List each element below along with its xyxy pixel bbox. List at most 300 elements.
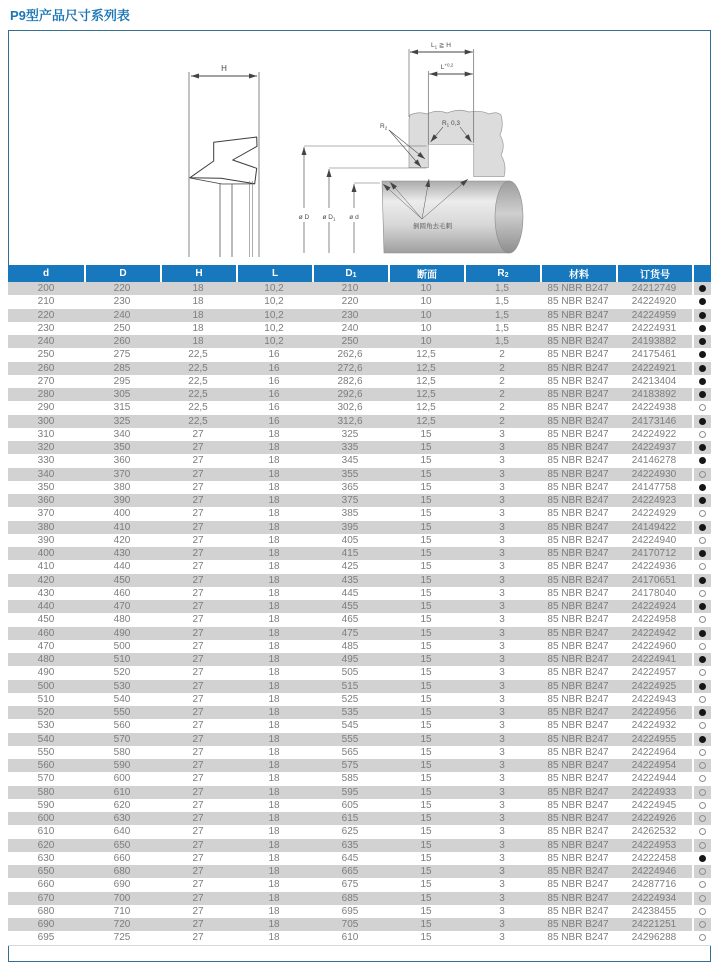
cell: 27 bbox=[192, 746, 204, 758]
cell: 2 bbox=[499, 389, 505, 401]
shaft-cylinder bbox=[382, 181, 509, 253]
groove-radius-r1-label: $R_1$ 0,3 bbox=[441, 120, 461, 128]
cell: 3 bbox=[499, 852, 505, 864]
cell: 24224932 bbox=[631, 720, 677, 732]
table-row bbox=[8, 375, 711, 388]
table-row bbox=[8, 640, 711, 653]
cell: 3 bbox=[499, 640, 505, 652]
cell: 530 bbox=[37, 720, 55, 732]
cell: 27 bbox=[192, 534, 204, 546]
cell-availability bbox=[692, 375, 711, 388]
table-row bbox=[8, 627, 711, 640]
cell: 610 bbox=[37, 826, 55, 838]
cell-availability bbox=[692, 680, 711, 693]
table-row bbox=[8, 494, 711, 507]
cell: 15 bbox=[420, 707, 432, 719]
cell-availability bbox=[692, 693, 711, 706]
cell-availability bbox=[692, 759, 711, 772]
availability-dot-empty bbox=[699, 828, 706, 835]
cell: 18 bbox=[268, 866, 280, 878]
cell: 505 bbox=[341, 667, 359, 679]
cell: 27 bbox=[192, 614, 204, 626]
table-row bbox=[8, 666, 711, 679]
cell-availability bbox=[692, 468, 711, 481]
cell: 690 bbox=[37, 919, 55, 931]
availability-dot-empty bbox=[699, 775, 706, 782]
cell: 24224938 bbox=[631, 402, 677, 414]
availability-dot-empty bbox=[699, 921, 706, 928]
cell: 550 bbox=[113, 707, 131, 719]
cell: 27 bbox=[192, 733, 204, 745]
cell: 3 bbox=[499, 707, 505, 719]
cell: 370 bbox=[37, 508, 55, 520]
availability-dot-filled bbox=[699, 550, 706, 557]
cell: 18 bbox=[268, 561, 280, 573]
cell: 385 bbox=[341, 508, 359, 520]
cell: 27 bbox=[192, 839, 204, 851]
cell: 540 bbox=[37, 733, 55, 745]
cell: 15 bbox=[420, 932, 432, 944]
cell: 18 bbox=[268, 495, 280, 507]
cell: 2 bbox=[499, 362, 505, 374]
cell: 27 bbox=[192, 760, 204, 772]
cell: 340 bbox=[113, 428, 131, 440]
availability-dot-empty bbox=[699, 881, 706, 888]
cell: 24262532 bbox=[631, 826, 677, 838]
cell-availability bbox=[692, 415, 711, 428]
cell: 24224940 bbox=[631, 534, 677, 546]
cell-availability bbox=[692, 666, 711, 679]
availability-dot-filled bbox=[699, 338, 706, 345]
cell-availability bbox=[692, 587, 711, 600]
cell-availability bbox=[692, 282, 711, 295]
cell: 85 NBR B247 bbox=[547, 375, 609, 387]
cell: 27 bbox=[192, 442, 204, 454]
cell: 220 bbox=[341, 296, 359, 308]
technical-drawing bbox=[9, 31, 710, 264]
cell: 415 bbox=[341, 548, 359, 560]
cell: 475 bbox=[341, 627, 359, 639]
cell: 18 bbox=[268, 601, 280, 613]
cell: 18 bbox=[268, 733, 280, 745]
cell-availability bbox=[692, 706, 711, 719]
cell: 85 NBR B247 bbox=[547, 760, 609, 772]
cell: 3 bbox=[499, 919, 505, 931]
cell: 585 bbox=[341, 773, 359, 785]
cell: 22,5 bbox=[188, 375, 208, 387]
cell: 24224964 bbox=[631, 746, 677, 758]
cell: 705 bbox=[341, 919, 359, 931]
cell: 240 bbox=[341, 322, 359, 334]
column-header-d: d bbox=[8, 265, 84, 282]
cell: 660 bbox=[37, 879, 55, 891]
dim-label-L: $L^{+0,2}$ bbox=[440, 62, 454, 71]
cell: 15 bbox=[420, 866, 432, 878]
deburr-note: 倒圆角去毛刺 bbox=[413, 223, 452, 230]
table-row bbox=[8, 388, 711, 401]
cell: 18 bbox=[268, 813, 280, 825]
cell: 480 bbox=[113, 614, 131, 626]
cell: 27 bbox=[192, 667, 204, 679]
table-row bbox=[8, 852, 711, 865]
cell: 15 bbox=[420, 561, 432, 573]
cell: 24224923 bbox=[631, 495, 677, 507]
cell: 22,5 bbox=[188, 415, 208, 427]
column-header-D: D bbox=[84, 265, 160, 282]
cell: 85 NBR B247 bbox=[547, 640, 609, 652]
cell: 560 bbox=[37, 760, 55, 772]
availability-dot-empty bbox=[699, 563, 706, 570]
cell: 15 bbox=[420, 799, 432, 811]
cell-availability bbox=[692, 507, 711, 520]
availability-dot-empty bbox=[699, 934, 706, 941]
availability-dot-filled bbox=[699, 312, 706, 319]
cell: 27 bbox=[192, 919, 204, 931]
cell: 275 bbox=[113, 349, 131, 361]
cell: 24224957 bbox=[631, 667, 677, 679]
cell-availability bbox=[692, 812, 711, 825]
availability-dot-empty bbox=[699, 749, 706, 756]
cell: 15 bbox=[420, 693, 432, 705]
cell: 3 bbox=[499, 574, 505, 586]
cell: 3 bbox=[499, 720, 505, 732]
cell: 27 bbox=[192, 813, 204, 825]
cell: 3 bbox=[499, 667, 505, 679]
cell: 27 bbox=[192, 468, 204, 480]
cell: 18 bbox=[268, 455, 280, 467]
cell: 240 bbox=[37, 336, 55, 348]
cell: 18 bbox=[192, 322, 204, 334]
cell: 24178040 bbox=[631, 587, 677, 599]
cell: 15 bbox=[420, 640, 432, 652]
table-row bbox=[8, 812, 711, 825]
cell: 12,5 bbox=[416, 362, 436, 374]
cell: 10,2 bbox=[264, 283, 284, 295]
cell: 470 bbox=[37, 640, 55, 652]
cell: 24224937 bbox=[631, 442, 677, 454]
cell: 15 bbox=[420, 773, 432, 785]
cell: 85 NBR B247 bbox=[547, 521, 609, 533]
cell: 315 bbox=[113, 402, 131, 414]
cell: 15 bbox=[420, 905, 432, 917]
cell-availability bbox=[692, 825, 711, 838]
availability-dot-filled bbox=[699, 630, 706, 637]
cell: 18 bbox=[268, 826, 280, 838]
cell: 3 bbox=[499, 614, 505, 626]
cell: 18 bbox=[268, 879, 280, 891]
cell: 15 bbox=[420, 508, 432, 520]
cell: 450 bbox=[37, 614, 55, 626]
cell: 15 bbox=[420, 720, 432, 732]
availability-dot-empty bbox=[699, 789, 706, 796]
cell: 85 NBR B247 bbox=[547, 654, 609, 666]
cell: 85 NBR B247 bbox=[547, 561, 609, 573]
installation-figure bbox=[299, 42, 523, 253]
cell: 27 bbox=[192, 481, 204, 493]
cell: 16 bbox=[268, 349, 280, 361]
table-row bbox=[8, 693, 711, 706]
cell: 12,5 bbox=[416, 375, 436, 387]
cell: 435 bbox=[341, 574, 359, 586]
cell: 380 bbox=[113, 481, 131, 493]
availability-dot-empty bbox=[699, 842, 706, 849]
cell: 24193882 bbox=[631, 336, 677, 348]
table-row bbox=[8, 600, 711, 613]
cell: 18 bbox=[268, 468, 280, 480]
cell-availability bbox=[692, 494, 711, 507]
cell: 15 bbox=[420, 733, 432, 745]
availability-dot-filled bbox=[699, 736, 706, 743]
cell: 400 bbox=[113, 508, 131, 520]
cell: 285 bbox=[113, 362, 131, 374]
cell: 85 NBR B247 bbox=[547, 468, 609, 480]
cell: 440 bbox=[113, 561, 131, 573]
cell: 15 bbox=[420, 481, 432, 493]
cell: 24296288 bbox=[631, 932, 677, 944]
table-row bbox=[8, 560, 711, 573]
cell: 24183892 bbox=[631, 389, 677, 401]
cell: 85 NBR B247 bbox=[547, 548, 609, 560]
column-header-H: H bbox=[160, 265, 236, 282]
cell: 16 bbox=[268, 389, 280, 401]
cell: 18 bbox=[192, 336, 204, 348]
cell: 24224945 bbox=[631, 799, 677, 811]
dimension-table bbox=[8, 265, 711, 946]
cell: 18 bbox=[268, 720, 280, 732]
availability-dot-filled bbox=[699, 325, 706, 332]
cell-availability bbox=[692, 534, 711, 547]
cell: 85 NBR B247 bbox=[547, 336, 609, 348]
table-row bbox=[8, 322, 711, 335]
cell: 490 bbox=[113, 627, 131, 639]
cell: 27 bbox=[192, 932, 204, 944]
cell: 24175461 bbox=[631, 349, 677, 361]
cell: 3 bbox=[499, 760, 505, 772]
cell: 15 bbox=[420, 892, 432, 904]
cell: 430 bbox=[37, 587, 55, 599]
cell: 3 bbox=[499, 534, 505, 546]
cell: 15 bbox=[420, 428, 432, 440]
availability-dot-empty bbox=[699, 510, 706, 517]
cell: 545 bbox=[341, 720, 359, 732]
cell: 555 bbox=[341, 733, 359, 745]
table-row bbox=[8, 468, 711, 481]
cell: 24221251 bbox=[631, 919, 677, 931]
table-row bbox=[8, 719, 711, 732]
availability-dot-filled bbox=[699, 603, 706, 610]
cell: 10 bbox=[420, 336, 432, 348]
cell-availability bbox=[692, 428, 711, 441]
table-row bbox=[8, 839, 711, 852]
cell: 200 bbox=[37, 283, 55, 295]
cell: 15 bbox=[420, 813, 432, 825]
cell: 24224959 bbox=[631, 309, 677, 321]
cell: 85 NBR B247 bbox=[547, 813, 609, 825]
cell: 27 bbox=[192, 892, 204, 904]
cell: 22,5 bbox=[188, 362, 208, 374]
cell: 500 bbox=[113, 640, 131, 652]
cell: 2 bbox=[499, 415, 505, 427]
cell: 3 bbox=[499, 468, 505, 480]
table-row bbox=[8, 878, 711, 891]
cell: 260 bbox=[37, 362, 55, 374]
cell: 302,6 bbox=[337, 402, 363, 414]
cell: 18 bbox=[268, 481, 280, 493]
cell: 85 NBR B247 bbox=[547, 587, 609, 599]
table-row bbox=[8, 892, 711, 905]
cell: 85 NBR B247 bbox=[547, 786, 609, 798]
cell: 18 bbox=[268, 760, 280, 772]
cell: 24173146 bbox=[631, 415, 677, 427]
seal-profile-figure bbox=[189, 64, 259, 257]
cell: 18 bbox=[268, 534, 280, 546]
cell: 515 bbox=[341, 680, 359, 692]
cell: 1,5 bbox=[495, 322, 509, 334]
cell: 85 NBR B247 bbox=[547, 680, 609, 692]
cell: 18 bbox=[268, 442, 280, 454]
cell: 3 bbox=[499, 455, 505, 467]
cell: 460 bbox=[37, 627, 55, 639]
cell: 295 bbox=[113, 375, 131, 387]
cell: 360 bbox=[113, 455, 131, 467]
cell: 640 bbox=[113, 826, 131, 838]
availability-dot-filled bbox=[699, 855, 706, 862]
cell: 15 bbox=[420, 574, 432, 586]
cell: 595 bbox=[341, 786, 359, 798]
cell: 3 bbox=[499, 746, 505, 758]
cell: 24224943 bbox=[631, 693, 677, 705]
cell-availability bbox=[692, 362, 711, 375]
cell: 3 bbox=[499, 627, 505, 639]
cell: 565 bbox=[341, 746, 359, 758]
cell: 3 bbox=[499, 786, 505, 798]
cell: 27 bbox=[192, 495, 204, 507]
availability-dot-empty bbox=[699, 868, 706, 875]
cell: 15 bbox=[420, 601, 432, 613]
dim-label-H: H bbox=[221, 64, 227, 73]
cell: 3 bbox=[499, 839, 505, 851]
cell: 580 bbox=[113, 746, 131, 758]
corner-radius-r2-label: $R_2$ bbox=[380, 123, 388, 131]
cell: 18 bbox=[268, 428, 280, 440]
cell: 85 NBR B247 bbox=[547, 919, 609, 931]
cell: 630 bbox=[113, 813, 131, 825]
cell: 590 bbox=[113, 760, 131, 772]
cell: 85 NBR B247 bbox=[547, 508, 609, 520]
cell: 345 bbox=[341, 455, 359, 467]
cell: 18 bbox=[268, 773, 280, 785]
cell: 260 bbox=[113, 336, 131, 348]
cell: 24213404 bbox=[631, 375, 677, 387]
cell: 15 bbox=[420, 548, 432, 560]
column-header-L: L bbox=[236, 265, 312, 282]
cell: 520 bbox=[113, 667, 131, 679]
cell: 85 NBR B247 bbox=[547, 362, 609, 374]
cell: 15 bbox=[420, 760, 432, 772]
availability-dot-filled bbox=[699, 457, 706, 464]
cell: 24224926 bbox=[631, 813, 677, 825]
cell: 24224924 bbox=[631, 601, 677, 613]
cell: 27 bbox=[192, 455, 204, 467]
cell-availability bbox=[692, 733, 711, 746]
cell: 85 NBR B247 bbox=[547, 283, 609, 295]
cell: 85 NBR B247 bbox=[547, 693, 609, 705]
cell-availability bbox=[692, 799, 711, 812]
cell: 310 bbox=[37, 428, 55, 440]
cell: 625 bbox=[341, 826, 359, 838]
cell: 510 bbox=[113, 654, 131, 666]
cell: 85 NBR B247 bbox=[547, 442, 609, 454]
column-header-订货号: 订货号 bbox=[616, 265, 692, 282]
cell: 3 bbox=[499, 813, 505, 825]
cell: 15 bbox=[420, 468, 432, 480]
table-row bbox=[8, 348, 711, 361]
cell: 272,6 bbox=[337, 362, 363, 374]
cell: 24224930 bbox=[631, 468, 677, 480]
cell-availability bbox=[692, 335, 711, 348]
cell-availability bbox=[692, 746, 711, 759]
cell: 3 bbox=[499, 879, 505, 891]
cell: 15 bbox=[420, 852, 432, 864]
cell: 24224929 bbox=[631, 508, 677, 520]
cell-availability bbox=[692, 627, 711, 640]
cell: 18 bbox=[192, 296, 204, 308]
availability-dot-filled bbox=[699, 444, 706, 451]
cell: 16 bbox=[268, 362, 280, 374]
cell: 360 bbox=[37, 495, 55, 507]
cell: 85 NBR B247 bbox=[547, 905, 609, 917]
availability-dot-filled bbox=[699, 418, 706, 425]
cell: 18 bbox=[268, 587, 280, 599]
cell: 22,5 bbox=[188, 402, 208, 414]
cell: 85 NBR B247 bbox=[547, 534, 609, 546]
cell: 1,5 bbox=[495, 296, 509, 308]
cell: 250 bbox=[37, 349, 55, 361]
cell: 15 bbox=[420, 879, 432, 891]
availability-dot-empty bbox=[699, 696, 706, 703]
table-row bbox=[8, 905, 711, 918]
availability-dot-empty bbox=[699, 537, 706, 544]
cell: 725 bbox=[113, 932, 131, 944]
cell: 85 NBR B247 bbox=[547, 667, 609, 679]
availability-dot-filled bbox=[699, 391, 706, 398]
cell: 650 bbox=[37, 866, 55, 878]
dia-d-label: ø d bbox=[349, 214, 359, 221]
cell: 600 bbox=[113, 773, 131, 785]
cell: 24224953 bbox=[631, 839, 677, 851]
cell: 495 bbox=[341, 654, 359, 666]
table-row bbox=[8, 587, 711, 600]
cell: 450 bbox=[113, 574, 131, 586]
cell: 24224925 bbox=[631, 680, 677, 692]
cell: 525 bbox=[341, 693, 359, 705]
cell: 480 bbox=[37, 654, 55, 666]
cell: 3 bbox=[499, 680, 505, 692]
cell: 10 bbox=[420, 322, 432, 334]
cell: 1,5 bbox=[495, 336, 509, 348]
table-row bbox=[8, 799, 711, 812]
cell: 695 bbox=[37, 932, 55, 944]
cell: 10,2 bbox=[264, 296, 284, 308]
cell: 85 NBR B247 bbox=[547, 852, 609, 864]
cell: 15 bbox=[420, 680, 432, 692]
cell: 610 bbox=[113, 786, 131, 798]
table-row bbox=[8, 481, 711, 494]
cell: 3 bbox=[499, 442, 505, 454]
cell: 85 NBR B247 bbox=[547, 428, 609, 440]
cell: 350 bbox=[113, 442, 131, 454]
cell: 390 bbox=[37, 534, 55, 546]
